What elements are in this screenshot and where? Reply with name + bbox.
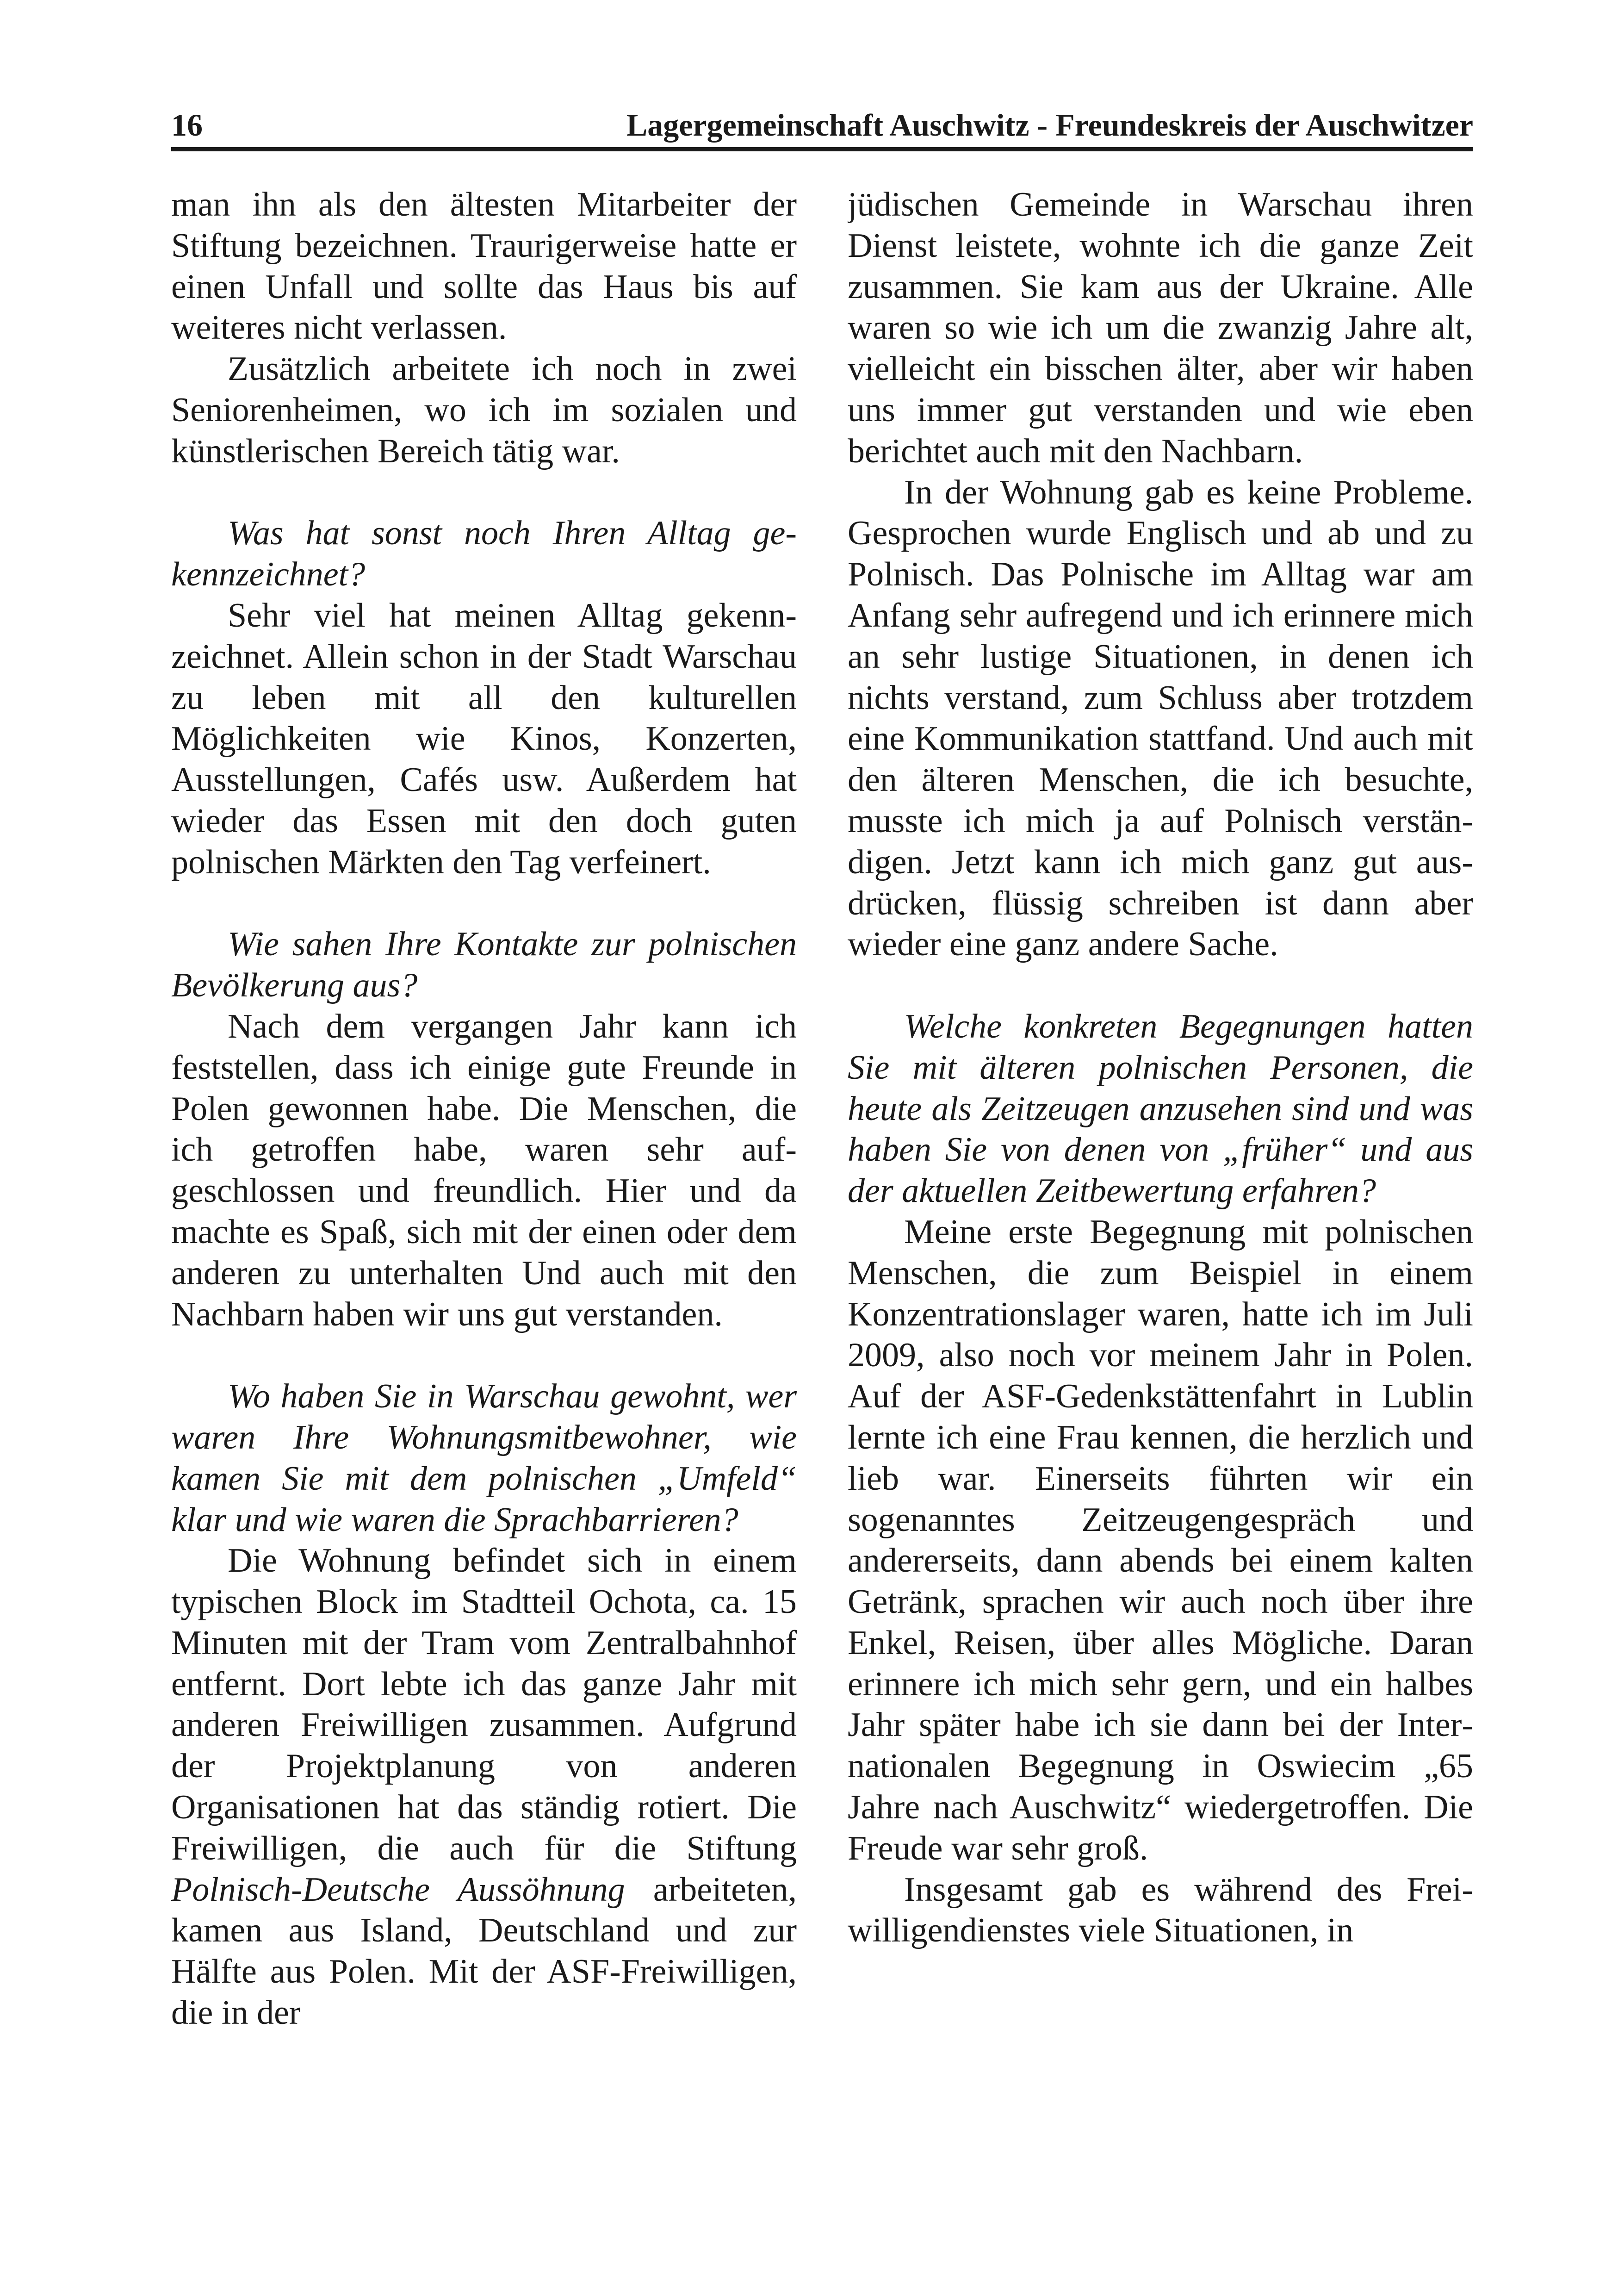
answer-wohnung-foundation-name: Polnisch-Deutsche Aussöhnung (171, 1870, 625, 1909)
left-paragraph-1: man ihn als den ältesten Mitarbeiter der Stiftung bezeichnen. Traurigerweise hatte er einen Unfall und sollte das Haus bis auf weiteres nicht verlassen. (171, 186, 797, 347)
running-title: Lagergemeinschaft Auschwitz - Freundeskreis der Auschwitzer (626, 107, 1473, 143)
question-wohnung: Wo haben Sie in Warschau gewohnt, wer waren Ihre Wohnungsmitbewohner, wie kamen Sie mit dem polnischen „Umfeld“ klar und wie waren die Sprachbarrieren? (171, 1377, 797, 1539)
question-kontakte: Wie sahen Ihre Kontakte zur polnischen Bevölkerung aus? (171, 925, 797, 1005)
left-column (171, 184, 797, 2248)
question-begegnungen: Welche konkreten Begegnungen hatten Sie mit älteren polnischen Personen, die heute als Zeitzeugen anzusehen sind und was haben Sie von denen von „früher“ und aus der aktuellen Zeitbewertung erfahren? (848, 1007, 1473, 1210)
right-column (848, 184, 1473, 2248)
answer-wohnung-part-1: Die Wohnung befindet sich in einem typischen Block im Stadtteil Ochota, ca. 15 Minuten mit der Tram vom Zentralbahnhof entfernt. Dort lebte ich das ganze Jahr mit anderen Freiwilligen zusammen. Aufgrund der Projektplanung von anderen Organisationen hat das ständig rotiert. Die Freiwilligen, die auch für die Stiftung (171, 1542, 797, 1867)
question-alltag: Was hat sonst noch Ihren Alltag gekennzeichnet? (171, 514, 797, 594)
answer-wohnung-part-2: arbeiteten, kamen aus Island, Deutschland und zur Hälfte aus Polen. Mit der ASF-Freiwilligen, die in der (171, 1870, 797, 2032)
answer-insgesamt: Insgesamt gab es während des Freiwilligendienstes viele Situationen, in (848, 1870, 1473, 1950)
page-number: 16 (171, 107, 203, 143)
header-rule (171, 147, 1473, 151)
right-paragraph-1: jüdischen Gemeinde in Warschau ihren Dienst leistete, wohnte ich die ganze Zeit zusammen. Sie kam aus der Ukraine. Alle waren so wie ich um die zwanzig Jahre alt, vielleicht ein bisschen älter, aber wir haben uns immer gut verstanden und wie eben berichtet auch mit den Nachbarn. (848, 186, 1473, 470)
answer-wohnung (171, 1540, 797, 2034)
answer-begegnungen: Meine erste Begegnung mit polnischen Menschen, die zum Beispiel in einem Konzentrationslager waren, hatte ich im Juli 2009, also noch vor meinem Jahr in Polen. Auf der ASF-Gedenkstättenfahrt in Lublin lernte ich eine Frau kennen, die herzlich und lieb war. Einerseits führten wir ein sogenanntes Zeitzeugengespräch und andererseits, dann abends bei einem kalten Getränk, sprachen wir auch noch über ihre Enkel, Reisen, über alles Mögliche. Daran erinnere ich mich sehr gern, und ein halbes Jahr später habe ich sie dann bei der Internationalen Begegnung in Oswiecim „65 Jahre nach Auschwitz“ wiedergetroffen. Die Freude war sehr groß. (848, 1213, 1473, 1867)
answer-kontakte: Nach dem vergangen Jahr kann ich feststellen, dass ich einige gute Freunde in Polen gewonnen habe. Die Menschen, die ich getroffen habe, waren sehr aufgeschlossen und freundlich. Hier und da machte es Spaß, sich mit der einen oder dem anderen zu unterhalten Und auch mit den Nachbarn haben wir uns gut verstanden. (171, 1007, 797, 1333)
answer-alltag: Sehr viel hat meinen Alltag gekennzeichnet. Allein schon in der Stadt Warschau zu leben mit all den kulturellen Möglichkeiten wie Kinos, Konzerten, Ausstellungen, Cafés usw. Außerdem hat wieder das Essen mit den doch guten polnischen Märkten den Tag verfeinert. (171, 596, 797, 881)
left-paragraph-2: Zusätzlich arbeitete ich noch in zwei Seniorenheimen, wo ich im sozialen und künstlerischen Bereich tätig war. (171, 350, 797, 470)
right-paragraph-2: In der Wohnung gab es keine Probleme. Gesprochen wurde Englisch und ab und zu Polnisch. Das Polnische im Alltag war am Anfang sehr aufregend und ich erinnere mich an sehr lustige Situationen, in denen ich nichts verstand, zum Schluss aber trotzdem eine Kommunikation stattfand. Und auch mit den älteren Menschen, die ich besuchte, musste ich mich ja auf Polnisch verständigen. Jetzt kann ich mich ganz gut ausdrücken, flüssig schreiben ist dann aber wieder eine ganz andere Sache. (848, 473, 1473, 964)
page-header (171, 100, 1473, 150)
